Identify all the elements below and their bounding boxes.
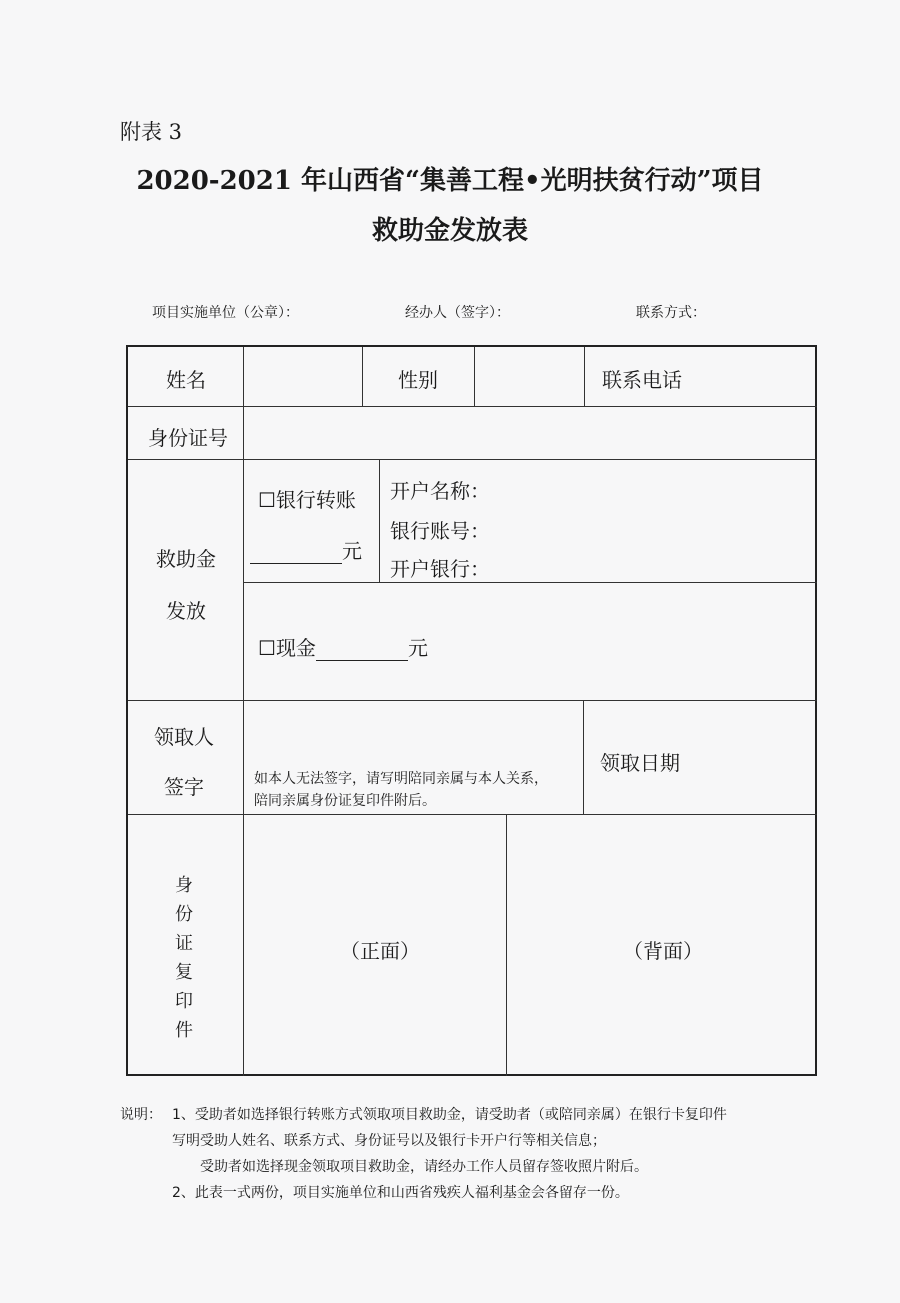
receipt-date-label: 领取日期: [600, 751, 680, 775]
yuan-unit: 元: [407, 636, 428, 660]
bank-transfer-checkbox[interactable]: ☐: [258, 488, 276, 512]
document-subtitle: 救助金发放表: [371, 216, 528, 246]
name-label: 姓名: [166, 368, 206, 392]
gender-label: 性别: [398, 368, 438, 392]
document-title: 2020-2021 年山西省“集善工程•光明扶贫行动”项目: [136, 166, 764, 196]
column-divider: [506, 814, 507, 1076]
column-divider: [243, 347, 244, 1076]
account-name-label: 开户名称：: [390, 479, 490, 503]
cash-checkbox[interactable]: ☐: [258, 636, 276, 660]
bank-amount-field[interactable]: [250, 535, 362, 564]
id-number-label: 身份证号: [148, 426, 228, 450]
yuan-unit: 元: [342, 539, 362, 563]
handler-label: 经办人（签字）：: [405, 305, 510, 321]
row-divider: [128, 406, 817, 407]
aid-label: 救助金: [156, 547, 216, 571]
distribution-label: 发放: [166, 599, 206, 623]
column-divider: [379, 459, 380, 582]
front-side-label: （正面）: [340, 939, 420, 963]
note-line-3: 受助者如选择现金领取项目救助金，请经办工作人员留存签收照片附后。: [200, 1159, 648, 1175]
row-divider: [128, 814, 817, 815]
bank-name-label: 开户银行：: [390, 557, 490, 581]
row-divider: [128, 459, 817, 460]
column-divider: [584, 347, 585, 406]
receipt-date-field[interactable]: [703, 705, 813, 811]
recipient-note: 如本人无法签字，请写明陪同亲属与本人关系，陪同亲属身份证复印件附后。: [254, 771, 548, 809]
recipient-label: 领取人: [154, 725, 214, 749]
note-line-1: 1、受助者如选择银行转账方式领取项目救助金，请受助者（或陪同亲属）在银行卡复印件: [172, 1107, 727, 1123]
notes-prefix: 说明：: [120, 1107, 162, 1123]
id-copy-label: 身份证复印件: [175, 875, 193, 1041]
gender-field[interactable]: [477, 351, 581, 403]
signature-label: 签字: [164, 775, 204, 799]
cash-label: 现金: [275, 636, 316, 660]
column-divider: [362, 347, 363, 406]
bank-transfer-option[interactable]: [258, 484, 356, 513]
column-divider: [474, 347, 475, 406]
column-divider: [583, 700, 584, 814]
note-line-4: 2、此表一式两份，项目实施单位和山西省残疾人福利基金会各留存一份。: [172, 1185, 629, 1201]
phone-label: 联系电话: [602, 368, 682, 392]
attachment-label: 附表 3: [120, 120, 183, 144]
name-field[interactable]: [246, 351, 360, 403]
cash-option[interactable]: [258, 632, 428, 661]
id-number-field[interactable]: [246, 410, 812, 456]
bank-transfer-label: 银行转账: [275, 488, 356, 512]
phone-field[interactable]: [703, 351, 813, 403]
account-number-label: 银行账号：: [390, 519, 490, 543]
back-side-label: （背面）: [623, 939, 703, 963]
contact-label: 联系方式：: [636, 305, 706, 321]
row-divider: [243, 582, 817, 583]
cash-amount-field[interactable]: [316, 638, 408, 661]
aid-form-table: [126, 345, 817, 1076]
row-divider: [128, 700, 817, 701]
implementing-unit-label: 项目实施单位（公章）：: [152, 305, 299, 321]
note-line-2: 写明受助人姓名、联系方式、身份证号以及银行卡开户行等相关信息；: [172, 1133, 606, 1149]
signature-field[interactable]: [246, 705, 580, 761]
